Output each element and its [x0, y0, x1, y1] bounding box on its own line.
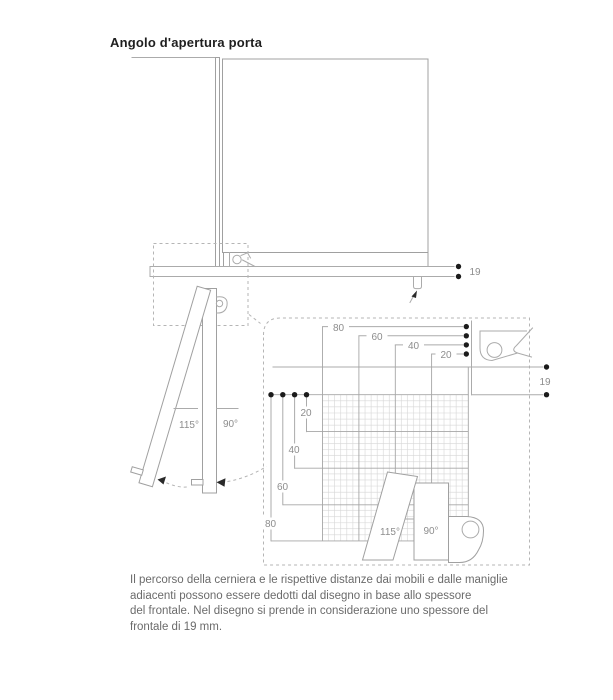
angle-label-90-detail: 90° [423, 526, 439, 537]
dim-label-20-top: 20 [440, 350, 452, 362]
door-90 [203, 289, 217, 494]
leveling-foot [410, 277, 422, 303]
caption [130, 573, 530, 635]
dim-label-19-detail: 19 [539, 377, 551, 388]
door-hinge-top [216, 297, 227, 313]
caption-line: frontale di 19 mm. [130, 620, 223, 633]
appliance-body [223, 59, 429, 253]
door-115-handle [131, 467, 144, 476]
hinge-plan [449, 517, 484, 563]
door-90-plan [414, 483, 449, 560]
dim-label-60-top: 60 [371, 332, 383, 343]
angle-label-90: 90° [222, 419, 239, 430]
swing-arrow-icon [217, 478, 226, 487]
swing-arc-115 [161, 480, 189, 487]
dim-dot [544, 392, 549, 397]
dim-label-19-side: 19 [469, 267, 481, 278]
open-door-view [128, 283, 266, 493]
door-90-handle [192, 480, 204, 486]
dim-label-60-left: 60 [276, 482, 289, 494]
caption-line: Il percorso della cerniera e le rispettive distanze dai mobili e dalle maniglie [130, 574, 508, 586]
dim-label-20-left: 20 [300, 408, 312, 420]
callout-connector [249, 315, 261, 324]
dim-label-40-left: 40 [288, 445, 300, 457]
front-thickness-lines [472, 367, 543, 395]
appliance-base-band [224, 253, 429, 267]
side-view [132, 58, 481, 303]
door-115 [128, 283, 210, 487]
dim-label-80-left: 80 [264, 519, 277, 531]
angle-label-115-detail: 115° [380, 527, 400, 538]
dim-label-40-top: 40 [407, 341, 420, 353]
hinge-cross-section [480, 328, 533, 361]
foot-arrow-icon [412, 291, 418, 299]
dim-dot [456, 274, 461, 279]
detail-view [261, 318, 551, 565]
caption-line: del frontale. Nel disegno si prende in considerazione uno spessore del [130, 605, 489, 618]
swing-arc-90 [222, 467, 267, 483]
swing-arrow-icon [158, 477, 167, 485]
worktop-strip [150, 267, 454, 277]
caption-line: adiacenti possono essere dedotti dal disegno in base allo spessore [130, 589, 472, 602]
hinge-pivot-dots [464, 324, 469, 357]
page-title: Angolo d'apertura porta [110, 35, 263, 50]
dim-dot [456, 264, 461, 269]
dim-label-80-top: 80 [332, 322, 345, 334]
closed-door-panel [216, 58, 220, 267]
angle-label-115: 115° [179, 420, 199, 431]
dim-dot [544, 364, 549, 369]
